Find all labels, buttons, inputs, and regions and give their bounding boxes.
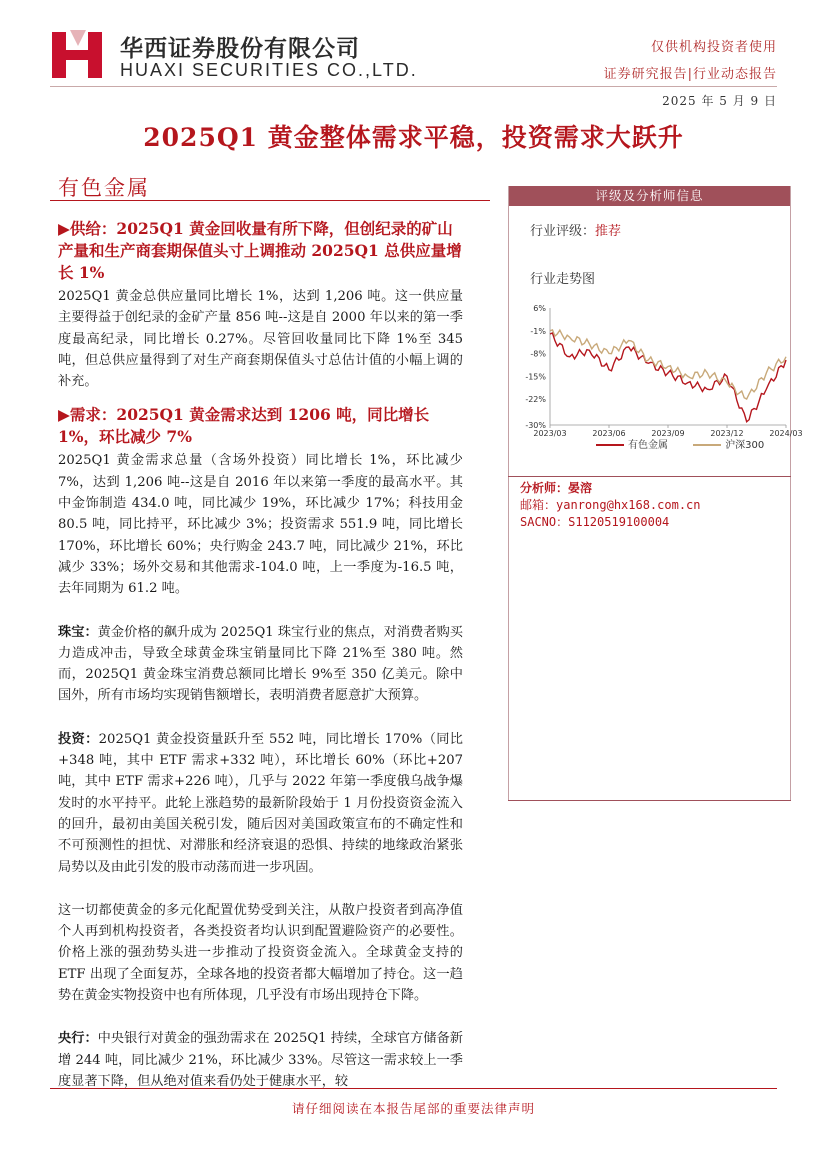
jewelry-text: 黄金价格的飙升成为 2025Q1 珠宝行业的焦点，对消费者购买力造成冲击，导致全球黄金珠宝销量同比下降 21%至 380 吨。然而，2025Q1 黄金珠宝消费总额同比增长 9%至 350 亿美元。除中国外，所有市场均实现销售额增长，表明消费者愿意扩大预算。 [58, 624, 463, 704]
y-tick-label: -22% [525, 395, 546, 404]
sidebar-header: 评级及分析师信息 [508, 186, 791, 206]
invest-label: 投资： [58, 731, 99, 747]
audience-note: 仅供机构投资者使用 [650, 40, 777, 55]
supply-paragraph: 2025Q1 黄金总供应量同比增长 1%，达到 1,206 吨。这一供应量主要得益于创纪录的金矿产量 856 吨--这是自 2000 年以来的第一季度最高纪录，同比增长 0.27%。尽管回收量同比下降 1%至 345 吨，但总供应量得到了对生产商套期保值头寸总估计值的小幅上调的补充。 [58, 289, 463, 390]
y-tick-label: 6% [533, 304, 546, 313]
y-tick-label: -8% [530, 349, 546, 359]
sector-divider [50, 200, 490, 201]
analyst-name: 晏溶 [568, 481, 593, 495]
jewelry-paragraph [58, 622, 463, 707]
analyst-info [520, 480, 701, 531]
series-line-0 [550, 333, 786, 422]
email-label: 邮箱： [520, 498, 557, 512]
invest-paragraph [58, 729, 463, 878]
footer-divider [50, 1088, 777, 1089]
sidebar-panel [508, 186, 803, 529]
x-tick-label: 2023/12 [710, 429, 744, 438]
sac-label: SACNO： [520, 515, 569, 529]
invest-paragraph-2: 这一切都使黄金的多元化配置优势受到关注，从散户投资者到高净值个人再到机构投资者，各类投资者均认识到配置避险资产的必要性。价格上涨的强劲势头进一步推动了投资资金流入。全球黄金支持的 ETF 出现了全面复苏，全球各地的投资者都大幅增加了持仓。这一趋势在黄金实物投资中也有所体现，几乎没有市场出现持仓下降。 [58, 902, 463, 1004]
y-tick-label: -1% [530, 326, 546, 336]
legal-notice: 请仔细阅读在本报告尾部的重要法律声明 [291, 1101, 535, 1116]
sector-name: 有色金属 [58, 176, 150, 200]
central-bank-label: 央行： [58, 1031, 98, 1047]
jewelry-label: 珠宝： [58, 624, 98, 640]
company-name-cn: 华西证券股份有限公司 [120, 36, 360, 62]
x-tick-label: 2024/03 [769, 429, 803, 438]
demand-paragraph: 2025Q1 黄金需求总量（含场外投资）同比增长 1%，环比减少 7%，达到 1,206 吨--这是自 2016 年以来第一季度的最高水平。其中金饰制造 434.0 吨，同比减少 19%，环比减少 17%；科技用金 80.5 吨，同比持平，环比减少 3%；投资需求 551.9 吨，同比增长 170%，环比增长 60%；央行购金 243.7 吨，同比减少 21%，环比减少 33%；场外交易和其他需求-104.0 吨，上一季度为-16.5 吨，去年同期为 61.2 吨。 [58, 453, 463, 597]
rating-label: 行业评级： [530, 224, 596, 239]
y-tick-label: -15% [525, 372, 546, 382]
demand-heading: ▶需求：2025Q1 黄金需求达到 1206 吨，同比增长 1%，环比减少 7% [58, 405, 430, 447]
sidebar-bottom-border [508, 800, 791, 801]
x-tick-label: 2023/06 [592, 429, 626, 438]
analyst-email[interactable]: yanrong@hx168.com.cn [556, 498, 701, 512]
report-title: 2025Q1 黄金整体需求平稳，投资需求大跃升 [143, 123, 684, 152]
series-line-1 [550, 330, 786, 399]
x-tick-label: 2023/09 [651, 429, 685, 438]
legend-item-1: 沪深300 [693, 440, 764, 451]
company-name-en: HUAXI SECURITIES CO.,LTD. [120, 60, 418, 80]
invest-text: 2025Q1 黄金投资量跃升至 552 吨，同比增长 170%（同比+348 吨，其中 ETF 需求+332 吨），环比增长 60%（环比+207 吨，其中 ETF 需求+226 吨），几乎与 2022 年第一季度俄乌战争爆发时的水平持平。此轮上涨趋势的最新阶段始于 1 月份投资资金流入的回升，最初由美国关税引发，随后因对美国政策宣布的不确定性和不可预测性的担忧、对滞胀和经济衰退的恐惧、持续的地缘政治紧张局势以及由此引发的股市动荡而进一步巩固。 [58, 731, 463, 875]
legend-item-0: 有色金属 [596, 440, 668, 451]
rating-value: 推荐 [595, 224, 622, 239]
header-divider [50, 86, 777, 87]
trend-chart-title: 行业走势图 [530, 272, 596, 287]
central-bank-paragraph [58, 1028, 463, 1092]
industry-rating [530, 220, 621, 239]
main-body [58, 218, 463, 1102]
x-tick-label: 2023/03 [533, 429, 567, 438]
supply-heading: ▶供给：2025Q1 黄金回收量有所下降，但创纪录的矿山产量和生产商套期保值头寸上调推动 2025Q1 总供应量增长 1% [58, 219, 462, 282]
analyst-divider [508, 476, 791, 477]
report-date: 2025 年 5 月 9 日 [662, 94, 777, 108]
analyst-sac-no: S1120519100004 [568, 515, 670, 529]
y-tick-label: -30% [525, 421, 546, 430]
analyst-label: 分析师： [520, 481, 569, 495]
report-type: 证券研究报告|行业动态报告 [603, 67, 777, 82]
central-bank-text: 中央银行对黄金的强劲需求在 2025Q1 持续，全球官方储备新增 244 吨，同比减少 21%，环比减少 33%。尽管这一需求较上一季度显著下降，但从绝对值来看仍处于健康水平，较 [58, 1031, 463, 1089]
company-logo [50, 28, 112, 80]
chart-legend [596, 436, 786, 451]
